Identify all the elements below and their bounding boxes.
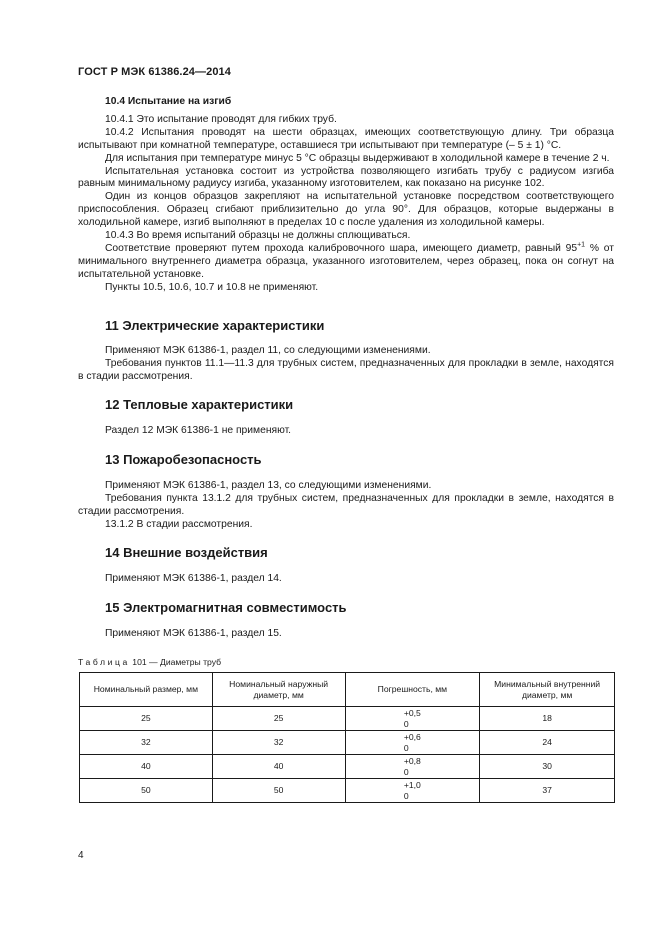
section-title: 11 Электрические характеристики (105, 318, 325, 333)
tolerance-minus: 0 (403, 790, 409, 801)
paragraph: 13.1.2 В стадии рассмотрения. (105, 518, 253, 530)
tolerance-plus: +0,8 (403, 755, 421, 766)
table-cell: 18 (480, 707, 615, 731)
section-title: 14 Внешние воздействия (105, 545, 268, 560)
paragraph-text: Соответствие проверяют путем прохода калибровочного шара, имеющего диаметр, равный 95 (105, 242, 578, 254)
page-number: 4 (78, 850, 84, 861)
paragraph: Раздел 12 МЭК 61386-1 не применяют. (105, 425, 292, 436)
table-cell: 24 (480, 731, 615, 755)
tolerance-plus: +0,6 (403, 731, 421, 742)
paragraph: Один из концов образцов закрепляют на испытательной установке посредством соответствующего приспособления. Образец сгибают приблизительно до угла 90°. Для образцов, которые выдержаны в холодильной камере, изгиб выполняют в пределах 10 с после удаления из холодильной камеры. (78, 191, 614, 229)
tolerance-plus: +0,5 (403, 707, 421, 718)
section-title: 13 Пожаробезопасность (105, 452, 262, 467)
section-15-body (78, 628, 614, 641)
section-13-body (78, 480, 614, 532)
paragraph: Для испытания при температуре минус 5 °С образцы выдерживают в холодильной камере в течение 2 ч. (105, 152, 610, 164)
standard-header: ГОСТ Р МЭК 61386.24—2014 (78, 66, 231, 78)
section-10-4 (78, 96, 614, 295)
tolerance-minus: 0 (403, 766, 409, 777)
paragraph: Испытательная установка состоит из устройства позволяющего изгибать трубу с радиусом изгиба равным минимальному радиусу изгиба, указанному изготовителем, как показано на рисунке 102. (78, 165, 614, 190)
paragraph: Применяют МЭК 61386-1, раздел 11, со следующими изменениями. (105, 345, 431, 356)
table-cell: 32 (212, 731, 345, 755)
table-cell: 30 (480, 755, 615, 779)
paragraph: Требования пункта 13.1.2 для трубных систем, предназначенных для прокладки в земле, находятся в стадии рассмотрения. (78, 492, 614, 517)
pipe-diameter-table (79, 672, 615, 803)
paragraph: Применяют МЭК 61386-1, раздел 13, со следующими изменениями. (105, 480, 432, 491)
section-12-body (78, 425, 614, 438)
tolerance-cell (345, 755, 480, 779)
table-cell: 50 (212, 779, 345, 803)
table-cell: 25 (80, 707, 213, 731)
section-title: 12 Тепловые характеристики (105, 397, 294, 412)
section-14-body (78, 573, 614, 586)
table-cell: 37 (480, 779, 615, 803)
paragraph: Применяют МЭК 61386-1, раздел 15. (105, 628, 282, 639)
table-row (80, 731, 615, 755)
paragraph (78, 243, 614, 282)
paragraph: 10.4.2 Испытания проводят на шести образцах, имеющих соответствующую длину. Три образца испытывают при комнатной температуре, оставшиеся три испытывают при температуре (– 5 ± 1) °С. (78, 126, 614, 151)
table-cell: 25 (212, 707, 345, 731)
paragraph-text: % от минимального внутреннего диаметра образца, указанного изготовителем, через образец, пока он согнут на испытательной установке. (78, 242, 614, 280)
table-caption-text: 101 — Диаметры труб (132, 657, 222, 667)
section-11-body (78, 345, 614, 384)
tolerance-minus: 0 (403, 718, 409, 729)
paragraph: Применяют МЭК 61386-1, раздел 14. (105, 573, 282, 584)
table-header-row (80, 673, 615, 707)
table-cell: 32 (80, 731, 213, 755)
table-row (80, 707, 615, 731)
section-title: 15 Электромагнитная совместимость (105, 600, 347, 615)
table-row (80, 779, 615, 803)
tolerance-minus: 0 (403, 742, 409, 753)
table-cell: 40 (80, 755, 213, 779)
superscript-tolerance: +1 (577, 241, 586, 249)
table-caption-word: Таблица (78, 657, 130, 667)
paragraph: 10.4.3 Во время испытаний образцы не должны сплющиваться. (105, 230, 411, 242)
table-caption (78, 657, 221, 667)
tolerance-plus: +1,0 (403, 779, 421, 790)
subsection-heading: 10.4 Испытание на изгиб (105, 96, 232, 107)
column-header: Минимальный внутренний диаметр, мм (480, 673, 615, 707)
table-cell: 40 (212, 755, 345, 779)
table-cell: 50 (80, 779, 213, 803)
tolerance-cell (345, 731, 480, 755)
tolerance-cell (345, 707, 480, 731)
column-header: Номинальный размер, мм (80, 673, 213, 707)
table-row (80, 755, 615, 779)
paragraph: 10.4.1 Это испытание проводят для гибких труб. (105, 113, 337, 125)
paragraph: Пункты 10.5, 10.6, 10.7 и 10.8 не применяют. (105, 281, 319, 293)
paragraph: Требования пунктов 11.1—11.3 для трубных систем, предназначенных для прокладки в земле, находятся в стадии рассмотрения. (78, 357, 614, 382)
column-header: Погрешность, мм (345, 673, 480, 707)
column-header: Номинальный наружный диаметр, мм (212, 673, 345, 707)
tolerance-cell (345, 779, 480, 803)
